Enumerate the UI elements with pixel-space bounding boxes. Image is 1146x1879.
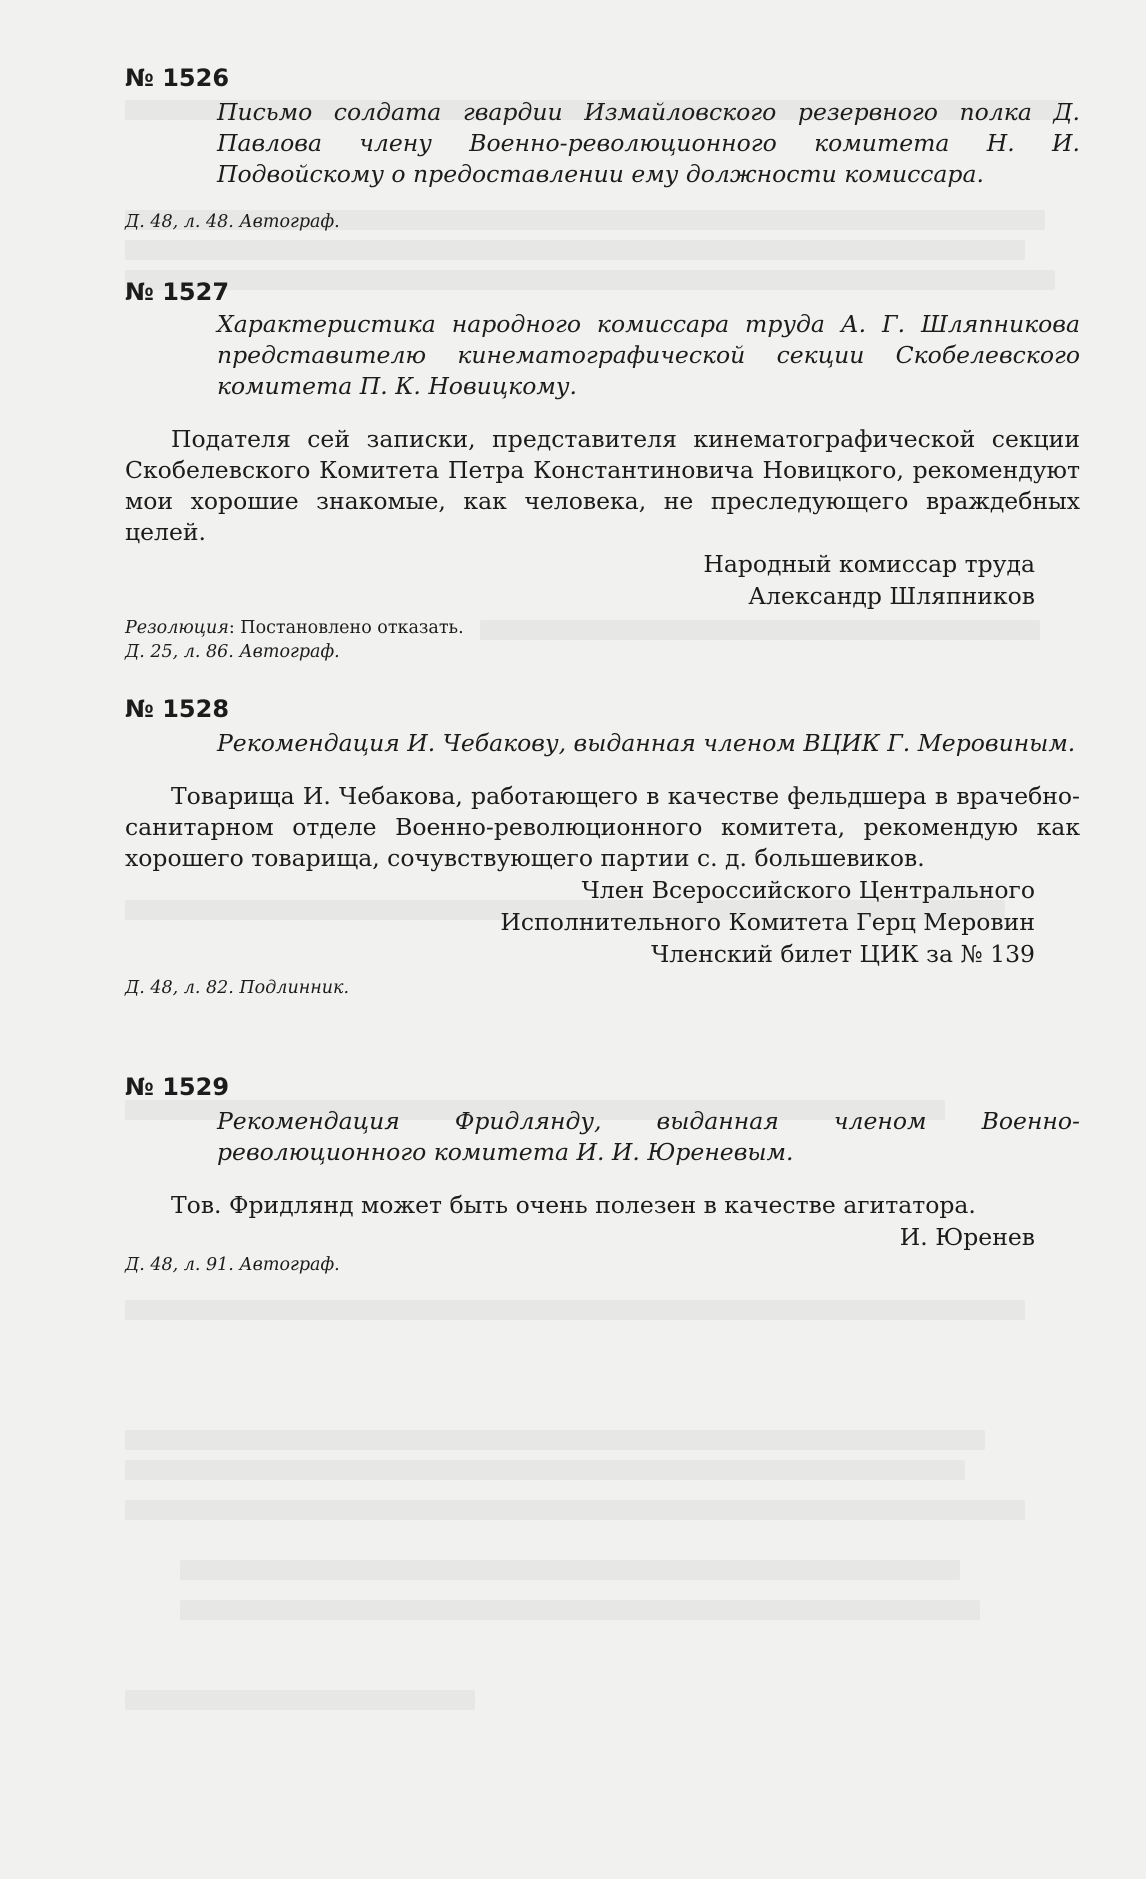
document-number: № 1526 (125, 64, 230, 92)
document-body: Тов. Фридлянд может быть очень полезен в качестве агитатора. (171, 1191, 976, 1219)
signature-line: Член Всероссийского Центрального (581, 876, 1035, 904)
document-body: Товарища И. Чебакова, работающего в качестве фельдшера в врачебно-санитарном отделе Военно-революционного комитета, рекомендую как хорошего товарища, сочувствующего партии с. д. большевиков. (125, 782, 1080, 872)
resolution-text: : Постановлено отказать. (228, 618, 464, 638)
signature-line: Народный комиссар труда (703, 550, 1035, 578)
document-number: № 1527 (125, 278, 230, 306)
signature-block (125, 1221, 1080, 1253)
entry-1528 (125, 694, 1080, 1000)
archive-source: Д. 48, л. 48. Автограф. (125, 212, 340, 232)
signature-line: И. Юренев (899, 1223, 1035, 1251)
archive-source: Д. 48, л. 91. Автограф. (125, 1255, 340, 1275)
document-title: Характеристика народного комиссара труда А. Г. Шляпникова представителю кинематографической секции Скобелевского комитета П. К. Новицкому. (217, 310, 1080, 400)
archive-source: Д. 48, л. 82. Подлинник. (125, 978, 350, 998)
archive-source: Д. 25, л. 86. Автограф. (125, 642, 340, 662)
entry-1526 (125, 63, 1080, 234)
resolution-label: Резолюция (125, 618, 229, 638)
signature-line: Александр Шляпников (748, 582, 1035, 610)
signature-line: Исполнительного Комитета Герц Меровин (500, 908, 1035, 936)
signature-block (125, 548, 1080, 612)
signature-line: Членский билет ЦИК за № 139 (651, 940, 1035, 968)
document-number: № 1528 (125, 695, 230, 723)
document-title: Рекомендация Фридлянду, выданная членом Военно-революционного комитета И. И. Юреневым. (217, 1107, 1080, 1166)
entry-1529 (125, 1072, 1080, 1277)
document-title: Письмо солдата гвардии Измайловского резервного полка Д. Павлова члену Военно-революционного комитета Н. И. Подвойскому о предоставлении ему должности комиссара. (217, 98, 1080, 188)
resolution-note (125, 616, 1080, 640)
document-title: Рекомендация И. Чебакову, выданная членом ВЦИК Г. Меровиным. (217, 729, 1076, 757)
signature-block (125, 874, 1080, 970)
document-number: № 1529 (125, 1073, 230, 1101)
document-body: Подателя сей записки, представителя кинематографической секции Скобелевского Комитета Петра Константиновича Новицкого, рекомендуют мои хорошие знакомые, как человека, не преследующего враждебных целей. (125, 425, 1080, 546)
entry-1527 (125, 277, 1080, 664)
